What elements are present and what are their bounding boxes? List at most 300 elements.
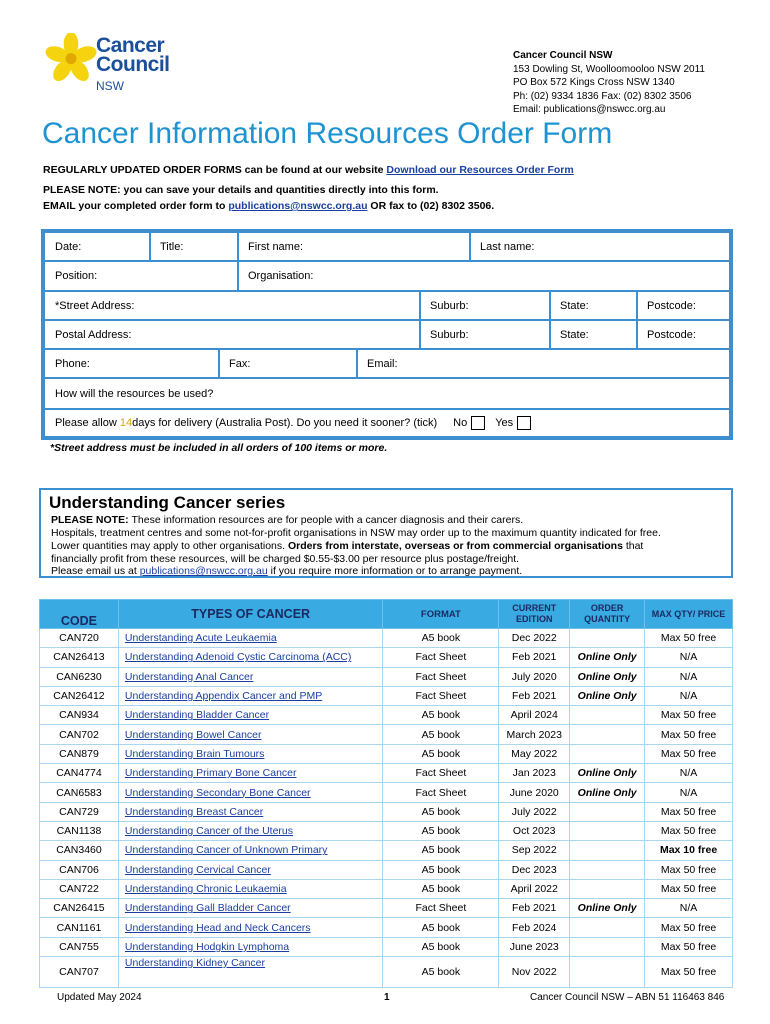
phone-field[interactable] [44, 348, 220, 379]
code-cell-text: CAN26415 [53, 902, 105, 915]
format-cell [383, 918, 499, 937]
code-cell [40, 706, 119, 725]
header-edition: CURRENT EDITION [499, 600, 570, 629]
edition-cell [499, 821, 570, 840]
format-cell [383, 629, 499, 648]
first-name-field[interactable] [237, 232, 471, 262]
resource-usage-label: How will the resources be used? [55, 387, 214, 400]
max-qty-cell [645, 706, 733, 725]
logo-line-council: Council [96, 53, 170, 76]
edition-cell [499, 764, 570, 783]
max-qty-cell-text: Max 50 free [660, 863, 717, 876]
code-cell [40, 686, 119, 705]
table-row [40, 879, 733, 898]
edition-cell-text: Feb 2021 [512, 651, 557, 664]
edition-cell-text: July 2020 [511, 670, 557, 683]
resource-link-text[interactable]: Understanding Secondary Bone Cancer [124, 786, 311, 799]
series-info-box [39, 488, 733, 578]
resource-link-text[interactable]: Understanding Bladder Cancer [124, 709, 270, 722]
resource-link-text[interactable]: Understanding Cervical Cancer [124, 863, 271, 876]
format-cell [383, 667, 499, 686]
edition-cell [499, 937, 570, 956]
code-cell-text: CAN1138 [56, 825, 102, 838]
order-quantity-input[interactable] [570, 899, 645, 918]
format-cell-text: A5 book [421, 844, 461, 857]
edition-cell [499, 841, 570, 860]
order-quantity-input-text: Online Only [577, 670, 637, 683]
edition-cell-text: Dec 2023 [511, 863, 557, 876]
format-cell-text: Fact Sheet [415, 786, 467, 799]
table-row [40, 802, 733, 821]
edition-cell-text: July 2022 [511, 805, 557, 818]
intro-line-3 [43, 200, 494, 212]
resource-name-link[interactable] [118, 706, 383, 725]
format-cell-text: A5 book [421, 966, 461, 979]
max-qty-cell [645, 899, 733, 918]
position-field[interactable] [44, 260, 239, 292]
footer-abn: Cancer Council NSW – ABN 51 116463 846 [530, 992, 725, 1003]
max-qty-cell-text: Max 50 free [660, 883, 717, 895]
resource-name-link[interactable] [118, 744, 383, 763]
delivery-row [44, 408, 730, 437]
edition-cell-text: Feb 2021 [512, 690, 557, 703]
format-cell [383, 706, 499, 725]
postal-address-field[interactable] [44, 319, 421, 350]
postcode-label: Postcode: [647, 299, 696, 312]
max-qty-cell [645, 744, 733, 763]
code-cell [40, 764, 119, 783]
postal-suburb-field[interactable] [419, 319, 551, 350]
max-qty-cell-text: N/A [679, 670, 698, 683]
delivery-text-pre: Please allow [55, 416, 117, 429]
resource-link-text[interactable]: Understanding Kidney Cancer [124, 957, 266, 970]
code-cell-text: CAN934 [59, 709, 99, 722]
order-quantity-input[interactable] [570, 764, 645, 783]
edition-cell [499, 667, 570, 686]
max-qty-cell [645, 725, 733, 744]
format-cell [383, 725, 499, 744]
format-cell-text: A5 book [421, 709, 461, 722]
edition-cell [499, 879, 570, 898]
edition-cell-text: Feb 2021 [512, 902, 557, 915]
code-cell-text: CAN4774 [56, 767, 102, 780]
address-po: PO Box 572 Kings Cross NSW 1340 [513, 77, 675, 88]
format-cell [383, 744, 499, 763]
edition-cell-text: Jan 2023 [512, 767, 556, 780]
max-qty-cell-text: Max 50 free [660, 728, 717, 741]
resource-link-text[interactable]: Understanding Adenoid Cystic Carcinoma (ACC) [124, 651, 352, 664]
edition-cell [499, 783, 570, 802]
table-row [40, 686, 733, 705]
max-qty-cell-text: N/A [679, 786, 698, 799]
table-row [40, 667, 733, 686]
no-label: No [453, 416, 468, 429]
code-cell [40, 957, 119, 988]
intro-line-1 [43, 164, 574, 176]
email-label: Email: [367, 357, 398, 370]
postal-state-field[interactable] [549, 319, 638, 350]
edition-cell-text: May 2022 [511, 747, 558, 760]
max-qty-cell [645, 764, 733, 783]
edition-cell [499, 802, 570, 821]
address-block [513, 49, 705, 117]
max-qty-cell-text: Max 50 free [660, 747, 717, 760]
edition-cell [499, 629, 570, 648]
edition-cell [499, 918, 570, 937]
last-name-label: Last name: [480, 241, 535, 253]
order-quantity-input[interactable] [570, 802, 645, 821]
code-cell [40, 802, 119, 821]
resource-name-link[interactable] [118, 725, 383, 744]
max-qty-cell-text: Max 50 free [660, 825, 717, 838]
date-label: Date: [55, 241, 82, 253]
resource-name-link[interactable] [118, 918, 383, 937]
order-quantity-input-text: Online Only [577, 690, 637, 703]
resource-link-text[interactable]: Understanding Anal Cancer [124, 670, 254, 683]
code-cell [40, 899, 119, 918]
format-cell [383, 841, 499, 860]
suburb-label: Suburb: [430, 299, 469, 312]
intro-line-3-text: EMAIL your completed order form to [43, 200, 229, 212]
resource-name-link[interactable] [118, 629, 383, 648]
logo-line-cancer: Cancer [96, 34, 165, 57]
max-qty-cell [645, 879, 733, 898]
footer-updated: Updated May 2024 [57, 992, 142, 1003]
code-cell [40, 725, 119, 744]
organisation-label: Organisation: [248, 270, 314, 282]
code-cell [40, 648, 119, 667]
address-email: Email: publications@nswcc.org.au [513, 104, 666, 115]
format-cell [383, 957, 499, 988]
header-type: TYPES OF CANCER [118, 600, 383, 629]
order-quantity-input[interactable] [570, 648, 645, 667]
series-note-line-4: financially profit from these resources, will be charged $0.55-$3.00 per resource plus postage/freight. [51, 553, 520, 565]
phone-label: Phone: [55, 357, 90, 370]
header-order-quantity: ORDER QUANTITY [570, 600, 645, 629]
resource-link-text[interactable]: Understanding Breast Cancer [124, 805, 264, 818]
code-cell [40, 918, 119, 937]
resource-link-text[interactable]: Understanding Bowel Cancer [124, 728, 262, 741]
max-qty-cell-text: Max 50 free [660, 940, 717, 953]
resource-name-link[interactable] [118, 879, 383, 898]
table-header-row [40, 600, 733, 629]
footer-page-number: 1 [384, 992, 390, 1003]
max-qty-cell-text: N/A [679, 690, 698, 703]
suburb-field[interactable] [419, 290, 551, 321]
title-field[interactable] [149, 232, 239, 262]
code-cell-text: CAN706 [59, 863, 99, 876]
edition-cell-text: Nov 2022 [511, 966, 557, 979]
code-cell-text: CAN3460 [56, 844, 102, 857]
code-cell-text: CAN6583 [56, 786, 102, 799]
resource-name-link[interactable] [118, 821, 383, 840]
format-cell [383, 802, 499, 821]
edition-cell-text: April 2022 [510, 883, 558, 895]
code-cell [40, 783, 119, 802]
format-cell [383, 899, 499, 918]
resource-link-text[interactable]: Understanding Appendix Cancer and PMP [124, 690, 323, 703]
resources-table [39, 599, 733, 988]
series-line-3-a: Lower quantities may apply to other organisations. [51, 540, 288, 552]
resource-link-text[interactable]: Understanding Cancer of Unknown Primary [124, 844, 328, 857]
postal-state-label: State: [560, 328, 589, 341]
format-cell [383, 686, 499, 705]
resource-name-link[interactable] [118, 686, 383, 705]
address-org: Cancer Council NSW [513, 50, 613, 61]
title-label: Title: [160, 241, 184, 253]
format-cell [383, 764, 499, 783]
max-qty-cell-text: N/A [679, 902, 698, 915]
resource-name-link[interactable] [118, 860, 383, 879]
format-cell-text: Fact Sheet [415, 690, 467, 703]
resource-link-text[interactable]: Understanding Head and Neck Cancers [124, 921, 311, 934]
code-cell-text: CAN722 [59, 883, 99, 895]
intro-line-1-text: REGULARLY UPDATED ORDER FORMS can be found at our website [43, 164, 387, 176]
order-quantity-input[interactable] [570, 841, 645, 860]
resource-name-link[interactable] [118, 802, 383, 821]
resource-name-link[interactable] [118, 841, 383, 860]
table-row [40, 899, 733, 918]
intro-line-2: PLEASE NOTE: you can save your details and quantities directly into this form. [43, 184, 439, 196]
header-format: FORMAT [383, 600, 499, 629]
series-email-link[interactable]: publications@nswcc.org.au [139, 565, 268, 577]
format-cell [383, 937, 499, 956]
max-qty-cell-text: Max 50 free [660, 805, 717, 818]
series-line-5-b: if you require more information or to arrange payment. [267, 565, 523, 577]
max-qty-cell [645, 667, 733, 686]
postal-postcode-label: Postcode: [647, 328, 696, 341]
no-checkbox[interactable] [471, 416, 485, 430]
format-cell-text: Fact Sheet [415, 651, 467, 664]
code-cell-text: CAN6230 [56, 670, 102, 683]
delivery-text-post: days for delivery (Australia Post). Do you need it sooner? (tick) [132, 416, 438, 429]
last-name-field[interactable] [469, 232, 730, 262]
max-qty-cell [645, 937, 733, 956]
series-note-line-1 [51, 514, 523, 526]
resource-name-link[interactable] [118, 648, 383, 667]
resource-name-link[interactable] [118, 937, 383, 956]
page-title: Cancer Information Resources Order Form [42, 117, 613, 150]
format-cell [383, 648, 499, 667]
series-line-3-b: Orders from interstate, overseas or from commercial organisations [287, 540, 623, 552]
table-row [40, 744, 733, 763]
format-cell-text: A5 book [421, 632, 461, 645]
order-quantity-input-text: Online Only [577, 902, 637, 915]
fax-label: Fax: [229, 357, 251, 370]
resource-link-text[interactable]: Understanding Primary Bone Cancer [124, 767, 297, 780]
header-code: CODE [40, 600, 119, 629]
series-note-bold: PLEASE NOTE: [51, 514, 132, 526]
code-cell [40, 841, 119, 860]
postal-postcode-field[interactable] [636, 319, 730, 350]
format-cell-text: A5 book [421, 921, 461, 934]
edition-cell [499, 648, 570, 667]
resource-name-link[interactable] [118, 899, 383, 918]
table-row [40, 860, 733, 879]
code-cell-text: CAN1161 [56, 921, 102, 934]
street-address-note: *Street address must be included in all orders of 100 items or more. [50, 442, 388, 454]
max-qty-cell [645, 648, 733, 667]
max-qty-cell [645, 686, 733, 705]
logo-nsw: NSW [96, 79, 124, 93]
max-qty-cell-text: Max 50 free [660, 966, 717, 979]
postal-suburb-label: Suburb: [430, 328, 469, 341]
table-row [40, 783, 733, 802]
resource-name-link[interactable] [118, 957, 383, 988]
order-quantity-input[interactable] [570, 744, 645, 763]
order-details-form [41, 229, 733, 440]
fax-field[interactable] [218, 348, 358, 379]
format-cell-text: A5 book [421, 825, 461, 838]
order-quantity-input[interactable] [570, 706, 645, 725]
organisation-field[interactable] [237, 260, 730, 292]
format-cell [383, 821, 499, 840]
series-line-3-c: that [622, 540, 644, 552]
max-qty-cell [645, 783, 733, 802]
state-field[interactable] [549, 290, 638, 321]
max-qty-cell-text: Max 50 free [660, 921, 717, 934]
order-quantity-input[interactable] [570, 879, 645, 898]
resource-link-text[interactable]: Understanding Chronic Leukaemia [124, 883, 287, 895]
edition-cell [499, 744, 570, 763]
order-quantity-input[interactable] [570, 937, 645, 956]
max-qty-cell [645, 860, 733, 879]
table-row [40, 821, 733, 840]
first-name-label: First name: [248, 241, 304, 253]
edition-cell-text: June 2023 [509, 940, 559, 953]
edition-cell [499, 706, 570, 725]
table-row [40, 725, 733, 744]
order-quantity-input-text: Online Only [577, 786, 637, 799]
table-row [40, 957, 733, 988]
resource-link-text[interactable]: Understanding Acute Leukaemia [124, 632, 277, 645]
download-order-form-link[interactable]: Download our Resources Order Form [386, 164, 574, 176]
edition-cell-text: Oct 2023 [512, 825, 556, 838]
daffodil-logo-icon [42, 33, 100, 88]
max-qty-cell [645, 957, 733, 988]
resource-link-text[interactable]: Understanding Cancer of the Uterus [124, 825, 294, 838]
date-field[interactable] [44, 232, 151, 262]
format-cell-text: A5 book [421, 863, 461, 876]
format-cell [383, 879, 499, 898]
table-row [40, 706, 733, 725]
max-qty-cell-text: Max 50 free [660, 632, 717, 645]
order-quantity-input[interactable] [570, 667, 645, 686]
code-cell [40, 937, 119, 956]
postal-address-label: Postal Address: [55, 328, 132, 341]
edition-cell [499, 957, 570, 988]
code-cell-text: CAN755 [59, 940, 99, 953]
code-cell [40, 744, 119, 763]
code-cell [40, 879, 119, 898]
series-note-line-3 [51, 540, 643, 552]
table-row [40, 841, 733, 860]
street-address-field[interactable] [44, 290, 421, 321]
order-quantity-input[interactable] [570, 957, 645, 988]
state-label: State: [560, 299, 589, 312]
edition-cell-text: June 2020 [509, 786, 559, 799]
position-label: Position: [55, 270, 98, 282]
edition-cell-text: Sep 2022 [511, 844, 557, 857]
format-cell-text: Fact Sheet [415, 902, 467, 915]
max-qty-cell [645, 841, 733, 860]
code-cell-text: CAN879 [59, 747, 99, 760]
max-qty-cell-text: Max 10 free [659, 844, 718, 857]
format-cell-text: A5 book [421, 728, 461, 741]
email-field[interactable] [356, 348, 730, 379]
format-cell-text: A5 book [421, 883, 461, 895]
series-heading: Understanding Cancer series [49, 493, 286, 512]
logo-wordmark [96, 36, 170, 74]
max-qty-cell-text: N/A [679, 651, 698, 664]
resource-usage-field[interactable] [44, 377, 730, 410]
series-note-line-5 [51, 565, 522, 577]
order-quantity-input-text: Online Only [577, 767, 637, 780]
publications-email-link[interactable]: publications@nswcc.org.au [228, 200, 368, 212]
table-row [40, 648, 733, 667]
resource-name-link[interactable] [118, 783, 383, 802]
max-qty-cell [645, 802, 733, 821]
edition-cell-text: March 2023 [506, 728, 562, 741]
intro-line-3-tail: OR fax to (02) 8302 3506. [367, 200, 495, 212]
resource-name-link[interactable] [118, 667, 383, 686]
format-cell-text: A5 book [421, 747, 461, 760]
edition-cell-text: April 2024 [510, 709, 558, 722]
code-cell-text: CAN26412 [53, 690, 105, 703]
order-quantity-input-text: Online Only [577, 651, 637, 664]
order-quantity-input[interactable] [570, 686, 645, 705]
format-cell-text: A5 book [421, 940, 461, 953]
max-qty-cell [645, 821, 733, 840]
edition-cell-text: Feb 2024 [512, 921, 557, 934]
format-cell [383, 860, 499, 879]
max-qty-cell-text: N/A [679, 767, 698, 780]
max-qty-cell [645, 918, 733, 937]
max-qty-cell [645, 629, 733, 648]
order-quantity-input[interactable] [570, 821, 645, 840]
order-quantity-input[interactable] [570, 783, 645, 802]
max-qty-cell-text: Max 50 free [660, 709, 717, 722]
format-cell-text: Fact Sheet [415, 670, 467, 683]
yes-label: Yes [495, 416, 514, 429]
resource-link-text[interactable]: Understanding Gall Bladder Cancer [124, 902, 291, 915]
address-phone: Ph: (02) 9334 1836 Fax: (02) 8302 3506 [513, 90, 692, 102]
format-cell-text: Fact Sheet [415, 767, 467, 780]
resource-name-link[interactable] [118, 764, 383, 783]
resource-link-text[interactable]: Understanding Hodgkin Lymphoma [124, 940, 290, 953]
code-cell-text: CAN707 [59, 966, 99, 979]
code-cell [40, 667, 119, 686]
series-line-5-a: Please email us at [51, 565, 140, 577]
order-quantity-input[interactable] [570, 860, 645, 879]
edition-cell [499, 725, 570, 744]
edition-cell [499, 686, 570, 705]
series-note-rest: These information resources are for people with a cancer diagnosis and their carers. [131, 514, 524, 526]
order-quantity-input[interactable] [570, 725, 645, 744]
table-row [40, 764, 733, 783]
code-cell-text: CAN720 [59, 632, 99, 645]
order-quantity-input[interactable] [570, 918, 645, 937]
yes-checkbox[interactable] [517, 416, 531, 430]
order-quantity-input[interactable] [570, 629, 645, 648]
series-note-line-2: Hospitals, treatment centres and some not-for-profit organisations in NSW may order up to the maximum quantity indicated for free. [51, 527, 661, 539]
table-row [40, 629, 733, 648]
postcode-field[interactable] [636, 290, 730, 321]
header-max-qty: MAX QTY/ PRICE [645, 600, 733, 629]
format-cell [383, 783, 499, 802]
resource-link-text[interactable]: Understanding Brain Tumours [124, 747, 265, 760]
edition-cell [499, 860, 570, 879]
